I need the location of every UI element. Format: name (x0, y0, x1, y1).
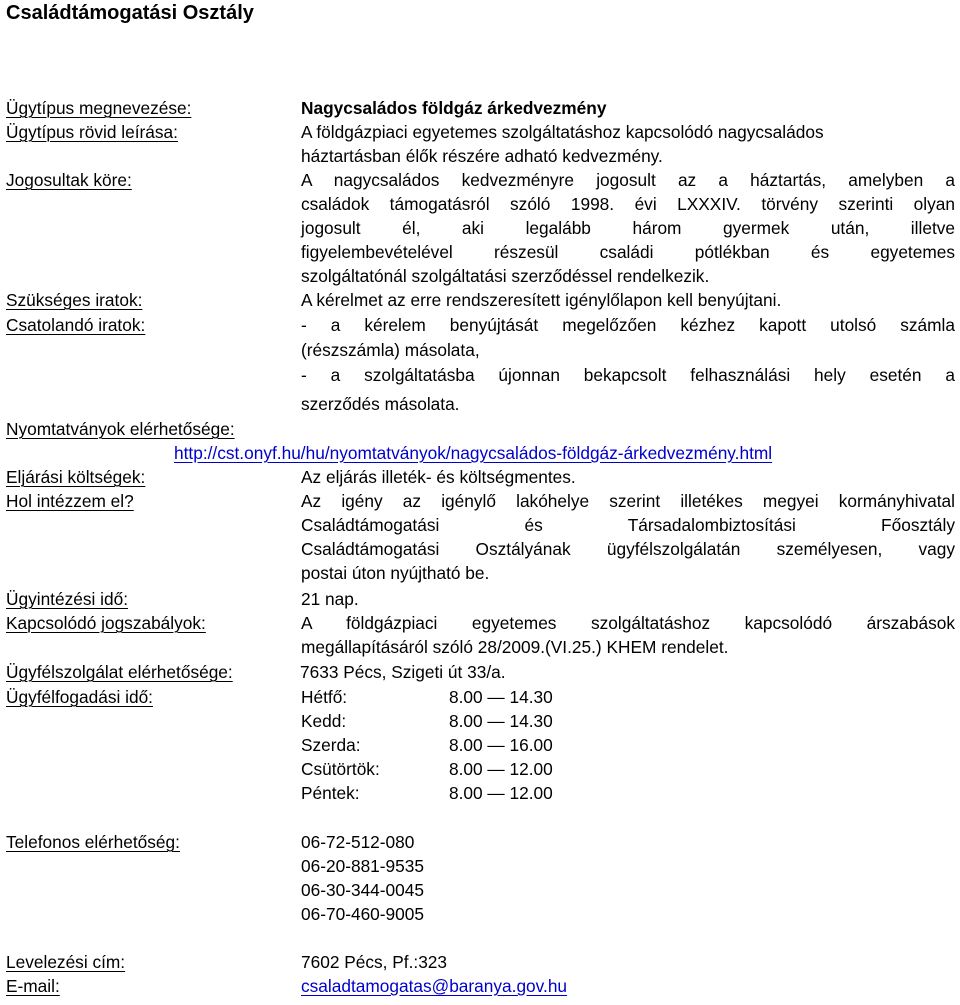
value-jogosultak-line: családok támogatásról szóló 1998. évi LXXXIV. törvény szerinti olyan (301, 194, 955, 214)
schedule-time: 8.00 — 12.00 (449, 759, 553, 779)
value-hol-intezzem-line: Családtámogatási Osztályának ügyfélszolgálatán személyesen, vagy (301, 539, 955, 559)
value-rovid-leiras-line: háztartásban élők részére adható kedvezmény. (301, 146, 663, 166)
value-jogosultak-line: A nagycsaládos kedvezményre jogosult az a háztartás, amelyben a (301, 170, 955, 190)
schedule-time: 8.00 — 14.30 (449, 687, 553, 707)
phone-number: 06-70-460-9005 (301, 904, 424, 924)
page-title: Családtámogatási Osztály (6, 2, 254, 24)
schedule-time: 8.00 — 12.00 (449, 783, 553, 803)
phone-number: 06-72-512-080 (301, 832, 415, 852)
value-szukseges-iratok: A kérelmet az erre rendszeresített igénylőlapon kell benyújtani. (301, 290, 782, 310)
value-ugyintezesi-ido: 21 nap. (301, 589, 359, 609)
value-hol-intezzem-line: Az igény az igénylő lakóhelye szerint illetékes megyei kormányhivatal (301, 491, 955, 511)
value-jogosultak-line: jogosult él, aki legalább három gyermek után, illetve (301, 218, 955, 238)
schedule-day: Csütörtök: (301, 759, 380, 779)
schedule-time: 8.00 — 14.30 (449, 711, 553, 731)
label-ugyintezesi-ido: Ügyintézési idő: (6, 589, 128, 609)
nyomtatvany-link[interactable]: http://cst.onyf.hu/hu/nyomtatványok/nagycsaládos-földgáz-árkedvezmény.html (174, 443, 773, 463)
phone-number: 06-30-344-0045 (301, 880, 424, 900)
phone-number: 06-20-881-9535 (301, 856, 424, 876)
value-jogszabalyok-line: A földgázpiaci egyetemes szolgáltatáshoz kapcsolódó árszabások (301, 613, 955, 633)
schedule-day: Kedd: (301, 711, 347, 731)
label-ugytipus-megnevezese: Ügytípus megnevezése: (6, 98, 192, 118)
value-csatolando-line: - a kérelem benyújtását megelőzően kézhez kapott utolsó számla (301, 315, 955, 335)
label-ugyfelfogadasi-ido: Ügyfélfogadási idő: (6, 687, 153, 707)
schedule-day: Hétfő: (301, 687, 348, 707)
schedule-day: Péntek: (301, 783, 360, 803)
label-ugytipus-rovid-leirasa: Ügytípus rövid leírása: (6, 122, 178, 142)
value-csatolando-line: (részszámla) másolata, (301, 340, 480, 360)
label-telefonos: Telefonos elérhetőség: (6, 832, 180, 852)
label-jogosultak-kore: Jogosultak köre: (6, 170, 132, 190)
label-hol-intezzem: Hol intézzem el? (6, 491, 134, 511)
schedule-day: Szerda: (301, 735, 361, 755)
value-ugyfelszolgalat: 7633 Pécs, Szigeti út 33/a. (300, 662, 506, 682)
value-levelezesi-cim: 7602 Pécs, Pf.:323 (301, 952, 448, 972)
label-eljarasi-koltsegek: Eljárási költségek: (6, 467, 146, 487)
label-kapcsolodo-jogszabalyok: Kapcsolódó jogszabályok: (6, 613, 206, 633)
label-levelezesi-cim: Levelezési cím: (6, 952, 126, 972)
schedule-time: 8.00 — 16.00 (449, 735, 553, 755)
label-ugyfelszolgalat: Ügyfélszolgálat elérhetősége: (6, 662, 233, 682)
value-csatolando-line: szerződés másolata. (301, 394, 460, 414)
value-jogszabalyok-line: megállapításáról szóló 28/2009.(VI.25.) KHEM rendelet. (301, 637, 729, 657)
value-hol-intezzem-line: Családtámogatási és Társadalombiztosítási Főosztály (301, 515, 955, 535)
label-szukseges-iratok: Szükséges iratok: (6, 290, 143, 310)
email-link[interactable]: csaladtamogatas@baranya.gov.hu (301, 976, 568, 996)
value-jogosultak-line: szolgáltatónál szolgáltatási szerződéssel rendelkezik. (301, 266, 710, 286)
label-csatolando-iratok: Csatolandó iratok: (6, 315, 146, 335)
label-nyomtatvanyok: Nyomtatványok elérhetősége: (6, 419, 235, 439)
value-hol-intezzem-line: postai úton nyújtható be. (301, 563, 490, 583)
value-rovid-leiras-line: A földgázpiaci egyetemes szolgáltatáshoz kapcsolódó nagycsaládos (301, 122, 824, 142)
value-ugytipus-megnevezese: Nagycsaládos földgáz árkedvezmény (301, 98, 607, 118)
label-email: E-mail: (6, 976, 60, 996)
value-jogosultak-line: figyelembevételével részesül családi pótlékban és egyetemes (301, 242, 955, 262)
value-eljarasi-koltsegek: Az eljárás illeték- és költségmentes. (301, 467, 576, 487)
value-csatolando-line: - a szolgáltatásba újonnan bekapcsolt felhasználási hely esetén a (301, 365, 955, 385)
